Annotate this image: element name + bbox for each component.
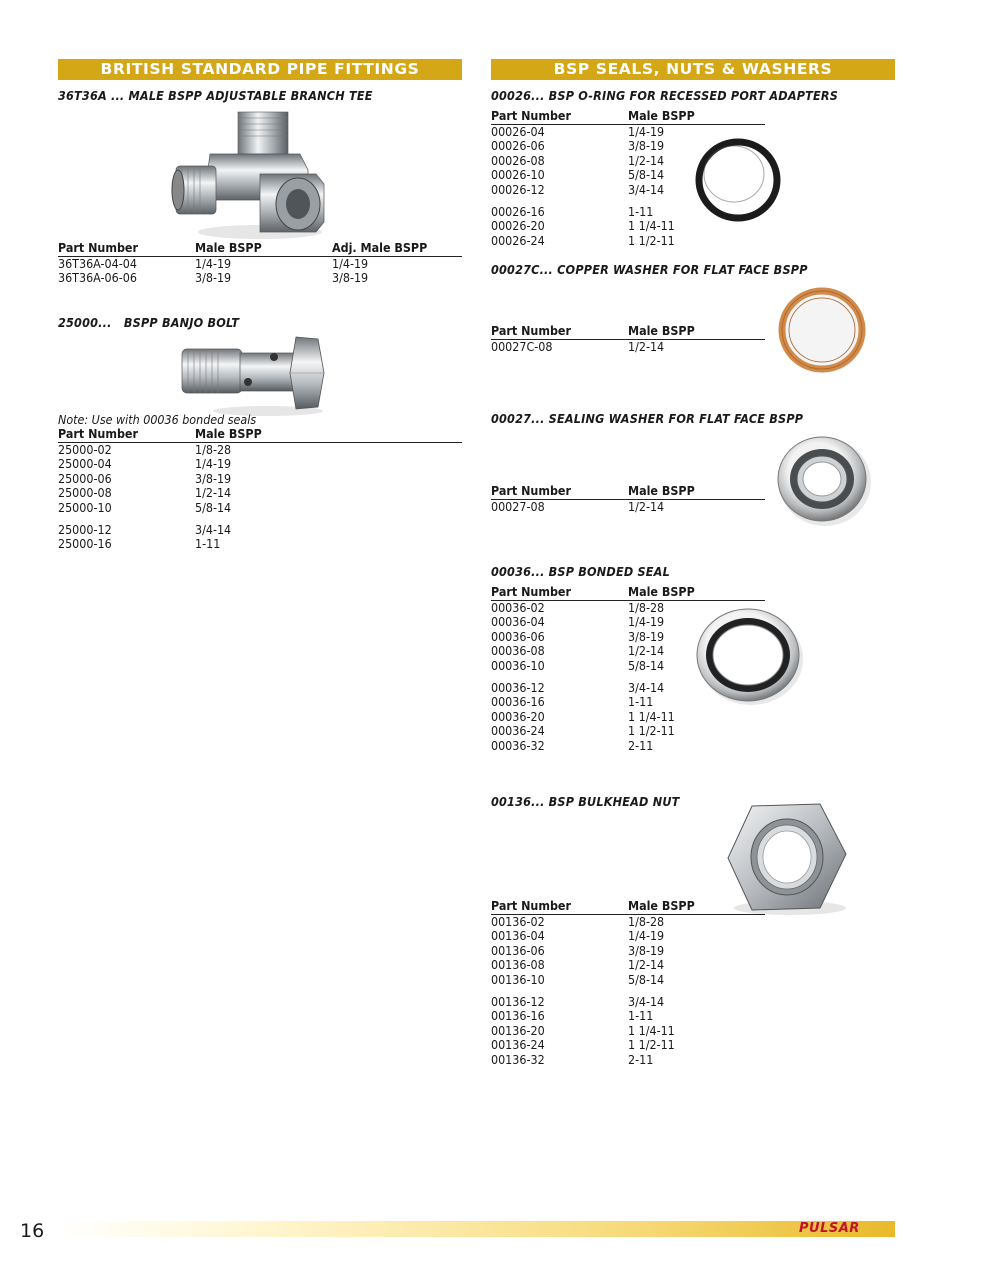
tee-table <box>58 241 462 286</box>
table-row <box>58 271 462 286</box>
sealing-washer-image <box>774 432 874 528</box>
thread-size: 3/8-19 <box>195 270 232 286</box>
col-male-bspp: Male BSPP <box>195 240 262 255</box>
o-ring-image <box>692 136 784 224</box>
thread-size: 1-11 <box>628 203 654 219</box>
part-number: 00036-12 <box>491 679 545 695</box>
table-row <box>58 472 462 487</box>
sealing-table <box>491 484 765 514</box>
thread-size: 1-11 <box>195 536 221 552</box>
thread-size: 2-11 <box>628 1051 654 1067</box>
thread-size: 1-11 <box>628 694 654 710</box>
thread-size: 1/4-19 <box>628 123 665 139</box>
part-number: 00026-06 <box>491 138 545 154</box>
part-number: 25000-08 <box>58 485 112 501</box>
part-number: 00036-04 <box>491 614 545 630</box>
thread-size: 1/2-14 <box>628 152 665 168</box>
part-number: 36T36A-04-04 <box>58 255 137 271</box>
table-row <box>491 724 765 739</box>
table-row <box>491 973 765 988</box>
table-row <box>491 710 765 725</box>
thread-size: 1/2-14 <box>628 957 665 973</box>
table-row <box>58 537 462 552</box>
table-row <box>491 929 765 944</box>
right-banner: BSP SEALS, NUTS & WASHERS <box>491 59 895 80</box>
copper-table <box>491 324 765 354</box>
table-row <box>491 915 765 930</box>
table-row <box>491 1053 765 1068</box>
part-number: 00136-08 <box>491 957 545 973</box>
sealing-table-header <box>491 484 765 500</box>
thread-size: 1/4-19 <box>195 456 232 472</box>
part-number: 00036-06 <box>491 628 545 644</box>
part-number: 00027C-08 <box>491 338 553 354</box>
col-part-number: Part Number <box>58 426 138 441</box>
col-part-number: Part Number <box>58 240 138 255</box>
part-number: 00036-10 <box>491 657 545 673</box>
thread-size: 1/8-28 <box>628 913 665 929</box>
left-banner: BRITISH STANDARD PIPE FITTINGS <box>58 59 462 80</box>
thread-size: 1/2-14 <box>195 485 232 501</box>
thread-size: 3/4-14 <box>628 679 665 695</box>
table-row <box>491 500 765 515</box>
bonded-seal-image <box>693 605 805 707</box>
table-row <box>58 257 462 272</box>
table-row <box>491 234 765 249</box>
col-male-bspp: Male BSPP <box>628 584 695 599</box>
thread-size: 1/8-28 <box>195 441 232 457</box>
part-number: 00026-12 <box>491 181 545 197</box>
bonded-title: 00036... BSP BONDED SEAL <box>491 564 670 579</box>
col-part-number: Part Number <box>491 584 571 599</box>
table-row <box>491 1009 765 1024</box>
table-row <box>491 944 765 959</box>
part-number: 00136-10 <box>491 971 545 987</box>
adj-thread-size: 3/8-19 <box>332 270 369 286</box>
col-part-number: Part Number <box>491 323 571 338</box>
banjo-table-header <box>58 427 462 443</box>
part-number: 00136-24 <box>491 1037 545 1053</box>
thread-size: 3/8-19 <box>628 628 665 644</box>
part-number: 00036-16 <box>491 694 545 710</box>
table-row <box>58 457 462 472</box>
part-number: 00136-12 <box>491 993 545 1009</box>
table-row <box>491 958 765 973</box>
part-number: 00026-04 <box>491 123 545 139</box>
col-male-bspp: Male BSPP <box>628 483 695 498</box>
thread-size: 1/2-14 <box>628 643 665 659</box>
thread-size: 3/4-14 <box>195 521 232 537</box>
thread-size: 1 1/2-11 <box>628 723 675 739</box>
part-number: 00036-24 <box>491 723 545 739</box>
part-number: 00136-20 <box>491 1022 545 1038</box>
thread-size: 1/4-19 <box>628 614 665 630</box>
col-male-bspp: Male BSPP <box>628 898 695 913</box>
thread-size: 1/2-14 <box>628 498 665 514</box>
part-number: 25000-02 <box>58 441 112 457</box>
part-number: 00136-04 <box>491 928 545 944</box>
col-part-number: Part Number <box>491 108 571 123</box>
thread-size: 1 1/2-11 <box>628 1037 675 1053</box>
part-number: 00136-32 <box>491 1051 545 1067</box>
footer-bar <box>58 1221 895 1237</box>
table-row <box>58 501 462 516</box>
thread-size: 3/8-19 <box>628 942 665 958</box>
thread-size: 1 1/2-11 <box>628 232 675 248</box>
thread-size: 1 1/4-11 <box>628 1022 675 1038</box>
part-number: 25000-16 <box>58 536 112 552</box>
table-row <box>491 995 765 1010</box>
table-row <box>58 443 462 458</box>
banjo-bolt-image <box>178 335 326 417</box>
oring-title: 00026... BSP O-RING FOR RECESSED PORT ADAPTERS <box>491 88 839 103</box>
table-row <box>491 1024 765 1039</box>
part-number: 36T36A-06-06 <box>58 270 137 286</box>
thread-size: 1/4-19 <box>628 928 665 944</box>
thread-size: 5/8-14 <box>628 657 665 673</box>
thread-size: 3/8-19 <box>628 138 665 154</box>
banjo-title: 25000... BSPP BANJO BOLT <box>58 315 240 330</box>
banjo-note: Note: Use with 00036 bonded seals <box>58 412 257 427</box>
thread-size: 1-11 <box>628 1008 654 1024</box>
table-row <box>491 340 765 355</box>
tee-table-header <box>58 241 462 257</box>
col-part-number: Part Number <box>491 483 571 498</box>
part-number: 25000-04 <box>58 456 112 472</box>
thread-size: 1/2-14 <box>628 338 665 354</box>
thread-size: 3/8-19 <box>195 470 232 486</box>
part-number: 00026-10 <box>491 167 545 183</box>
part-number: 25000-06 <box>58 470 112 486</box>
branch-tee-image <box>168 104 330 242</box>
copper-washer-image <box>776 285 870 377</box>
part-number: 00036-20 <box>491 708 545 724</box>
part-number: 00026-16 <box>491 203 545 219</box>
adj-thread-size: 1/4-19 <box>332 255 369 271</box>
part-number: 00026-20 <box>491 218 545 234</box>
part-number: 00036-32 <box>491 737 545 753</box>
part-number: 00026-24 <box>491 232 545 248</box>
thread-size: 1/4-19 <box>195 255 232 271</box>
thread-size: 3/4-14 <box>628 181 665 197</box>
sealing-title: 00027... SEALING WASHER FOR FLAT FACE BSPP <box>491 411 804 426</box>
col-adj-male-bspp: Adj. Male BSPP <box>332 240 428 255</box>
part-number: 25000-12 <box>58 521 112 537</box>
oring-table-header <box>491 109 765 125</box>
col-male-bspp: Male BSPP <box>628 108 695 123</box>
part-number: 00036-02 <box>491 599 545 615</box>
copper-title: 00027C... COPPER WASHER FOR FLAT FACE BSPP <box>491 262 808 277</box>
part-number: 00026-08 <box>491 152 545 168</box>
banjo-table <box>58 427 462 552</box>
table-row <box>491 1038 765 1053</box>
bulkhead-title: 00136... BSP BULKHEAD NUT <box>491 794 680 809</box>
thread-size: 3/4-14 <box>628 993 665 1009</box>
bonded-table-header <box>491 585 765 601</box>
thread-size: 1 1/4-11 <box>628 218 675 234</box>
thread-size: 2-11 <box>628 737 654 753</box>
part-number: 00136-02 <box>491 913 545 929</box>
table-row <box>58 486 462 501</box>
col-male-bspp: Male BSPP <box>628 323 695 338</box>
thread-size: 1/8-28 <box>628 599 665 615</box>
page-number: 16 <box>20 1220 45 1242</box>
thread-size: 5/8-14 <box>195 499 232 515</box>
part-number: 25000-10 <box>58 499 112 515</box>
copper-table-header <box>491 324 765 340</box>
col-part-number: Part Number <box>491 898 571 913</box>
bulkhead-table <box>491 899 765 1068</box>
pulsar-logo: PULSAR <box>799 1221 860 1236</box>
part-number: 00027-08 <box>491 498 545 514</box>
tee-title: 36T36A ... MALE BSPP ADJUSTABLE BRANCH TEE <box>58 88 373 103</box>
table-row <box>491 739 765 754</box>
bulkhead-table-header <box>491 899 765 915</box>
col-male-bspp: Male BSPP <box>195 426 262 441</box>
part-number: 00036-08 <box>491 643 545 659</box>
thread-size: 5/8-14 <box>628 167 665 183</box>
thread-size: 1 1/4-11 <box>628 708 675 724</box>
table-row <box>58 523 462 538</box>
thread-size: 5/8-14 <box>628 971 665 987</box>
part-number: 00136-06 <box>491 942 545 958</box>
part-number: 00136-16 <box>491 1008 545 1024</box>
